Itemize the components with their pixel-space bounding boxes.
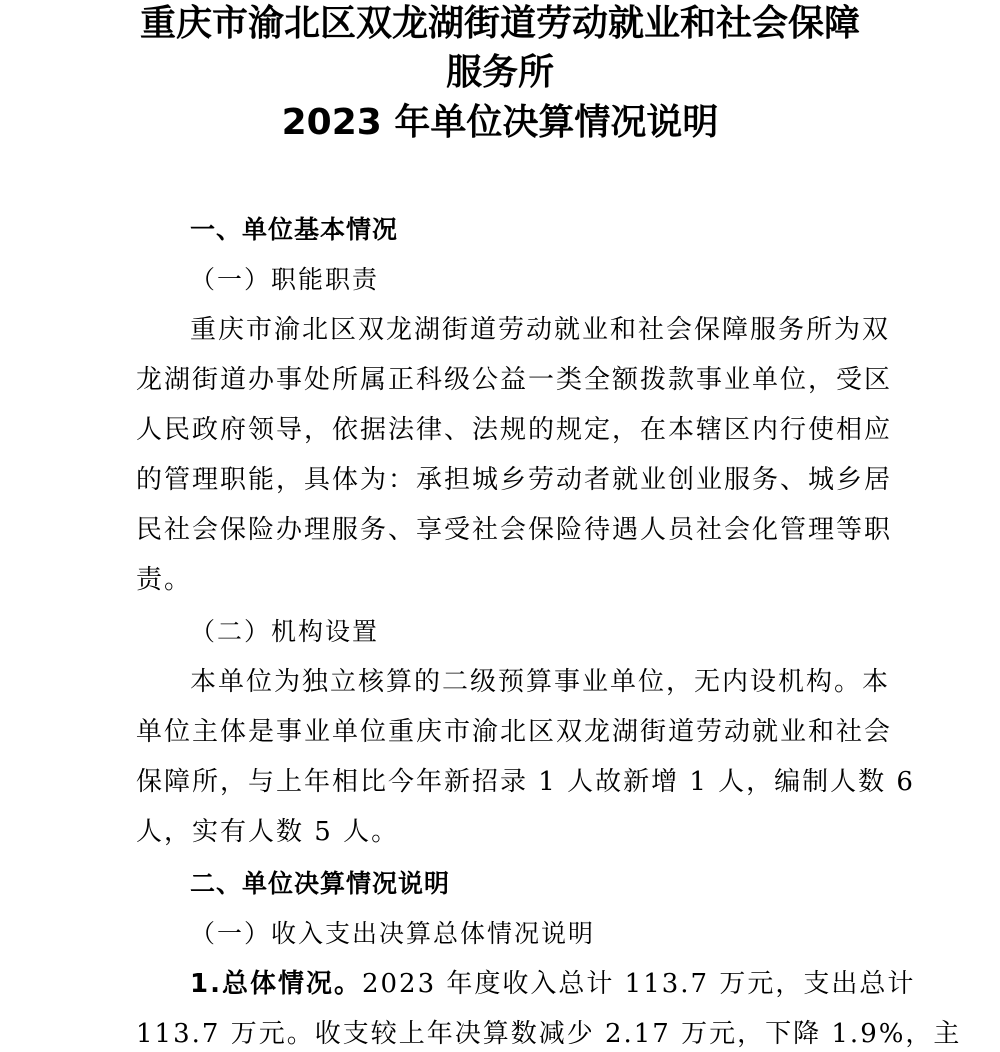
paragraph-line: 113.7 万元。收支较上年决算数减少 2.17 万元，下降 1.9%，主	[136, 1019, 962, 1049]
subsection-heading-income-expenditure: （一）收入支出决算总体情况说明	[190, 919, 596, 948]
paragraph-line: 的管理职能，具体为：承担城乡劳动者就业创业服务、城乡居	[136, 465, 893, 495]
paragraph-line: 民社会保险办理服务、享受社会保险待遇人员社会化管理等职	[136, 515, 893, 545]
document-title-line-2: 服务所	[445, 52, 554, 93]
paragraph-line: 龙湖街道办事处所属正科级公益一类全额拨款事业单位，受区	[136, 365, 893, 395]
section-heading-basic-info: 一、单位基本情况	[190, 215, 399, 244]
section-heading-final-accounts: 二、单位决算情况说明	[190, 869, 451, 898]
document-title-line-3: 2023 年单位决算情况说明	[281, 102, 719, 143]
subsection-heading-functions: （一）职能职责	[190, 265, 380, 294]
paragraph-line: 责。	[136, 565, 193, 595]
document-title-line-1: 重庆市渝北区双龙湖街道劳动就业和社会保障	[139, 3, 860, 44]
subsection-heading-organization: （二）机构设置	[190, 617, 380, 646]
paragraph-line: 重庆市渝北区双龙湖街道劳动就业和社会保障服务所为双	[190, 315, 891, 345]
overall-lead-label: 1.总体情况。	[190, 969, 362, 999]
paragraph-line: 人民政府领导，依据法律、法规的规定，在本辖区内行使相应	[136, 415, 893, 445]
overall-lead-text: 2023 年度收入总计 113.7 万元，支出总计	[361, 969, 916, 999]
paragraph-line: 单位主体是事业单位重庆市渝北区双龙湖街道劳动就业和社会	[136, 717, 893, 747]
paragraph-line: 本单位为独立核算的二级预算事业单位，无内设机构。本	[190, 667, 891, 697]
paragraph-line: 保障所，与上年相比今年新招录 1 人故新增 1 人，编制人数 6	[136, 767, 915, 797]
paragraph-line-overall	[190, 967, 916, 1001]
paragraph-line: 人，实有人数 5 人。	[136, 817, 400, 847]
